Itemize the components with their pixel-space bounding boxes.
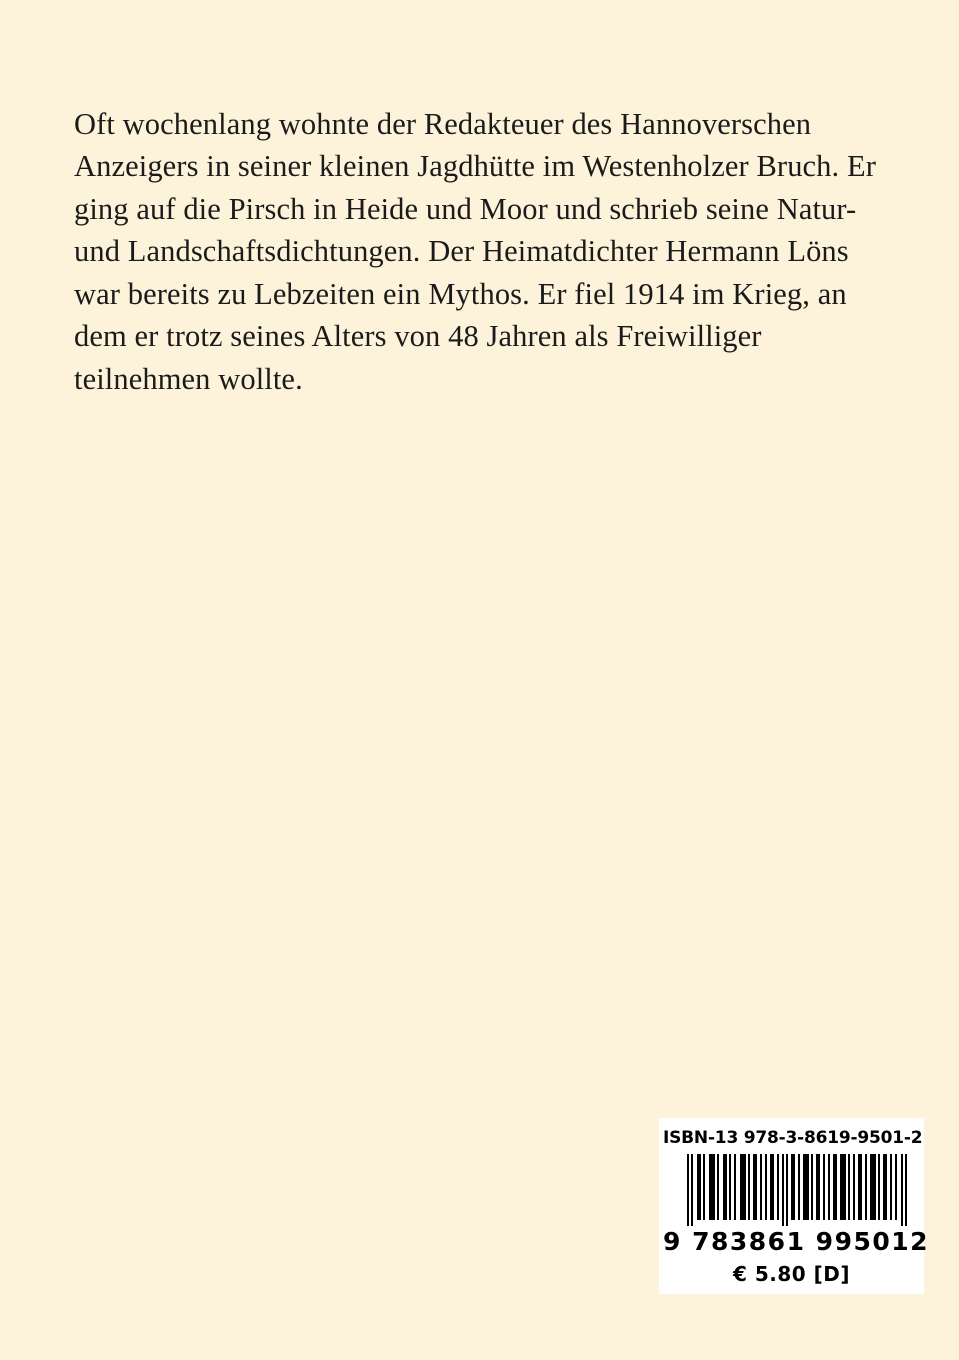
blurb-text: Oft wochenlang wohnte der Redakteuer des Hannoverschen Anzeigers in seiner kleinen Jagdhütte im Westenholzer Bruch. Er ging auf die Pirsch in Heide und Moor und schrieb seine Natur- und Landschaftsdichtungen. Der Heimatdichter Hermann Löns war bereits zu Lebzeiten ein Mythos. Er fiel 1914 im Krieg, an dem er trotz seines Alters von 48 Jahren als Freiwilliger teilnehmen wollte. — [74, 106, 876, 396]
price-label: € 5.80 [D] — [732, 1262, 851, 1286]
isbn-label: ISBN-13 978-3-8619-9501-2 — [663, 1128, 923, 1148]
barcode-digits: 9 783861 995012 — [663, 1227, 930, 1256]
barcode-block — [659, 1118, 930, 1294]
barcode-bars-icon — [685, 1154, 914, 1226]
